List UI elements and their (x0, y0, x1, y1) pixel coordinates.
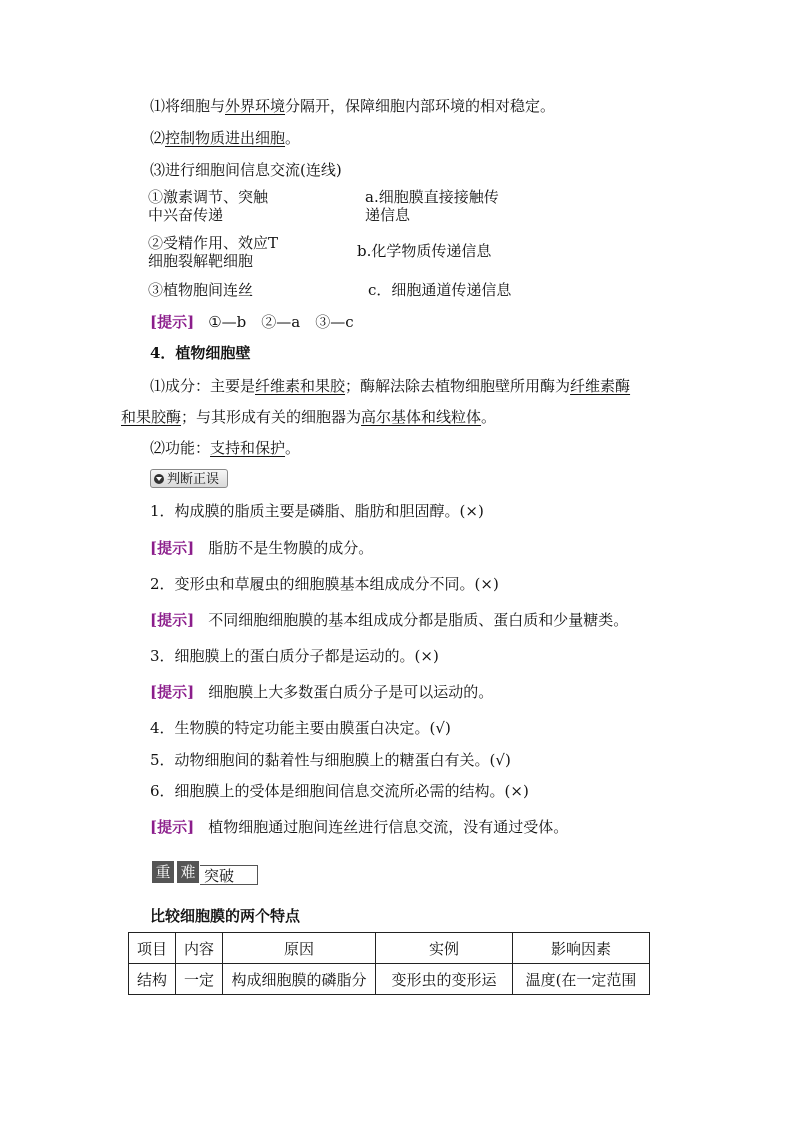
match-left-1 (148, 188, 268, 224)
underlined-term: 纤维素酶 (570, 377, 631, 395)
text: ；酶解法除去植物细胞壁所用酶为 (345, 377, 571, 395)
hint-text: 脂肪不是生物膜的成分。 (208, 539, 374, 557)
judge-item: 2．变形虫和草履虫的细胞膜基本组成成分不同。(×) (150, 575, 499, 593)
judge-hint (150, 538, 373, 558)
hint-label: [提示] (150, 818, 195, 836)
underlined-term: 纤维素和果胶 (255, 377, 346, 395)
match-left-line: 中兴奋传递 (148, 206, 224, 224)
cell-wall-composition-line1 (150, 376, 630, 396)
table-cell: 温度(在一定范围 (513, 964, 650, 995)
match-right-b (357, 242, 491, 260)
compare-title: 比较细胞膜的两个特点 (150, 907, 301, 925)
underlined-term: 控制物质进出细胞 (165, 129, 286, 147)
text: ⑵ (150, 129, 166, 147)
underlined-term: 外界环境 (225, 97, 286, 115)
text: ⑵功能： (150, 439, 211, 457)
judge-item: 4．生物膜的特定功能主要由膜蛋白决定。(√) (150, 719, 451, 737)
cell-wall-composition-line2 (121, 407, 496, 427)
judge-hint (150, 682, 493, 702)
hint-label: [提示] (150, 683, 195, 701)
table-row (129, 964, 650, 995)
function-item-2 (150, 128, 300, 148)
underlined-term: 和果胶酶 (121, 408, 182, 426)
match-left-line: ②受精作用、效应T (148, 234, 279, 252)
table-cell: 变形虫的变形运 (376, 964, 513, 995)
judge-item: 6．细胞膜上的受体是细胞间信息交流所必需的结构。(×) (150, 782, 529, 800)
match-left-line: 细胞裂解靶细胞 (148, 252, 254, 270)
section-plain: 突破 (200, 865, 258, 885)
match-right-line: c．细胞通道传递信息 (368, 281, 512, 299)
judge-badge (150, 469, 228, 488)
underlined-term: 高尔基体和线粒体 (361, 408, 482, 426)
cell-wall-heading: 4．植物细胞壁 (150, 344, 251, 362)
match-hint (150, 312, 354, 332)
table-cell: 一定 (176, 964, 223, 995)
hint-text: ①—b ②—a ③—c (208, 313, 354, 331)
table-header-cell: 原因 (223, 933, 376, 964)
hint-text: 细胞膜上大多数蛋白质分子是可以运动的。 (208, 683, 494, 701)
table-cell: 结构 (129, 964, 176, 995)
hint-text: 植物细胞通过胞间连丝进行信息交流，没有通过受体。 (208, 818, 569, 836)
section-char: 重 (152, 861, 174, 883)
function-item-3: ⑶进行细胞间信息交流(连线) (150, 161, 342, 179)
hint-label: [提示] (150, 313, 195, 331)
chevron-down-icon (154, 474, 164, 484)
match-right-line: 递信息 (365, 206, 411, 224)
match-right-c (368, 281, 511, 299)
text: 。 (285, 439, 301, 457)
table-header-row (129, 933, 650, 964)
compare-table (128, 932, 650, 995)
table-header-cell: 项目 (129, 933, 176, 964)
text: 分隔开，保障细胞内部环境的相对稳定。 (285, 97, 556, 115)
judge-item: 1．构成膜的脂质主要是磷脂、脂肪和胆固醇。(×) (150, 502, 484, 520)
judge-hint (150, 817, 568, 837)
text: ⑴将细胞与 (150, 97, 226, 115)
table-header-cell: 影响因素 (513, 933, 650, 964)
cell-wall-function (150, 438, 300, 458)
text: ⑴成分：主要是 (150, 377, 256, 395)
hint-label: [提示] (150, 611, 195, 629)
function-item-1 (150, 96, 555, 116)
text: 。 (481, 408, 497, 426)
section-header (150, 861, 260, 887)
text: ；与其形成有关的细胞器为 (181, 408, 362, 426)
match-left-line: ③植物胞间连丝 (148, 281, 254, 299)
hint-label: [提示] (150, 539, 195, 557)
hint-text: 不同细胞细胞膜的基本组成成分都是脂质、蛋白质和少量糖类。 (208, 611, 629, 629)
text: 。 (285, 129, 301, 147)
match-right-line: a.细胞膜直接接触传 (365, 188, 499, 206)
judge-item: 3．细胞膜上的蛋白质分子都是运动的。(×) (150, 647, 439, 665)
table-header-cell: 实例 (376, 933, 513, 964)
match-left-2 (148, 234, 278, 270)
match-right-line: b.化学物质传递信息 (357, 242, 492, 260)
judge-hint (150, 610, 628, 630)
judge-badge-label: 判断正误 (167, 472, 220, 487)
judge-item: 5．动物细胞间的黏着性与细胞膜上的糖蛋白有关。(√) (150, 751, 511, 769)
match-right-a (365, 188, 499, 224)
match-left-line: ①激素调节、突触 (148, 188, 269, 206)
table-cell: 构成细胞膜的磷脂分 (223, 964, 376, 995)
table-header-cell: 内容 (176, 933, 223, 964)
match-left-3 (148, 281, 253, 299)
underlined-term: 支持和保护 (210, 439, 286, 457)
section-char: 难 (177, 861, 199, 883)
